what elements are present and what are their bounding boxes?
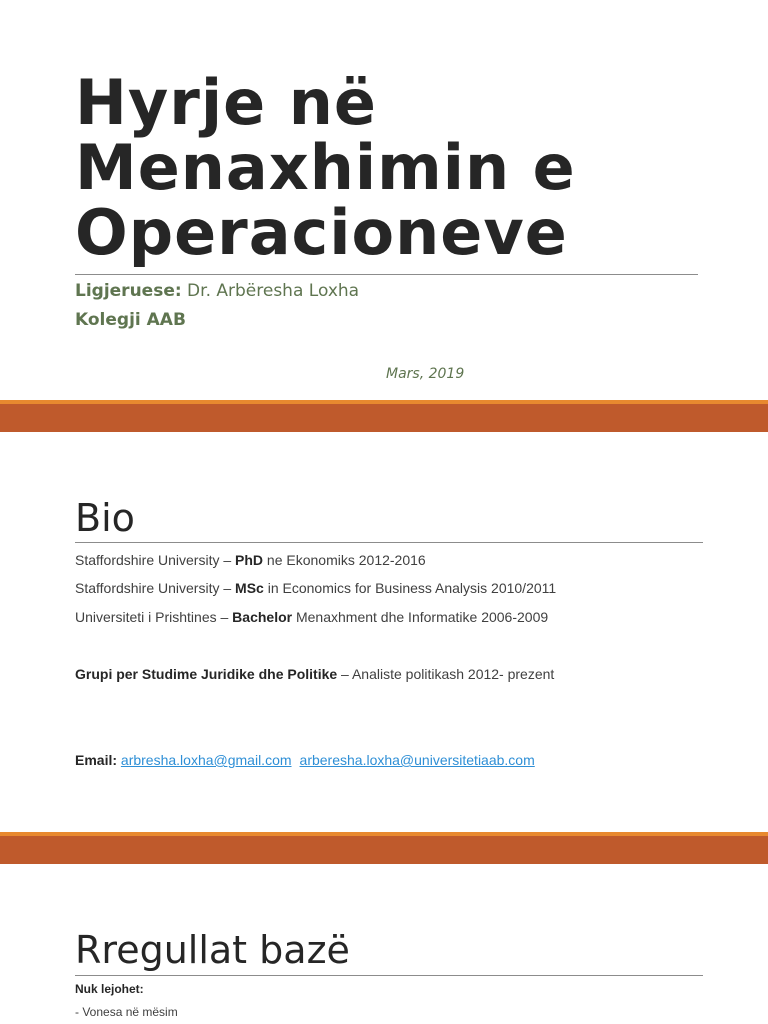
bio-line-text: Universiteti i Prishtines – — [75, 609, 233, 625]
bio-line-text: ne Ekonomiks 2012-2016 — [263, 552, 426, 568]
title-line-1: Hyrje në — [75, 66, 377, 139]
slide-separator — [0, 832, 768, 864]
lecturer-line — [75, 280, 359, 302]
rules-divider — [75, 975, 703, 976]
email-link-university[interactable]: arberesha.loxha@universitetiaab.com — [299, 752, 535, 768]
rules-subheading: Nuk lejohet: — [75, 982, 144, 996]
presentation-title — [75, 66, 715, 269]
slide-bio — [0, 432, 768, 832]
college-name: Kolegji AAB — [75, 310, 186, 330]
bio-line-text: in Economics for Business Analysis 2010/2011 — [263, 580, 557, 596]
bio-degree: MSc — [235, 580, 264, 596]
rules-item: - Vonesa në mësim — [75, 1005, 178, 1019]
slide-title — [0, 0, 768, 400]
bio-line-text: Staffordshire University – — [75, 552, 236, 568]
bio-line-bachelor — [75, 608, 548, 626]
bio-line-work — [75, 665, 554, 683]
bio-line-text: – Analiste politikash 2012- prezent — [337, 666, 555, 682]
lecturer-label: Ligjeruese: — [75, 281, 182, 301]
bio-organization: Grupi per Studime Juridike dhe Politike — [75, 666, 338, 682]
email-link-gmail[interactable]: arbresha.loxha@gmail.com — [120, 752, 292, 768]
bio-line-msc — [75, 579, 556, 597]
bio-line-text: Menaxhment dhe Informatike 2006-2009 — [292, 609, 549, 625]
title-divider — [75, 274, 698, 275]
title-line-3: Operacioneve — [75, 196, 568, 269]
lecturer-name: Dr. Arbëresha Loxha — [181, 281, 360, 301]
bio-line-phd — [75, 551, 426, 569]
bio-line-text: Staffordshire University – — [75, 580, 236, 596]
slide-separator — [0, 400, 768, 432]
rules-heading: Rregullat bazë — [75, 928, 350, 972]
title-line-2: Menaxhimin e — [75, 131, 576, 204]
bio-degree: Bachelor — [232, 609, 293, 625]
bio-divider — [75, 542, 703, 543]
presentation-date: Mars, 2019 — [386, 366, 465, 382]
bio-email-line — [75, 751, 535, 769]
bio-heading: Bio — [75, 496, 135, 540]
bio-degree: PhD — [235, 552, 264, 568]
email-label: Email: — [75, 752, 118, 768]
